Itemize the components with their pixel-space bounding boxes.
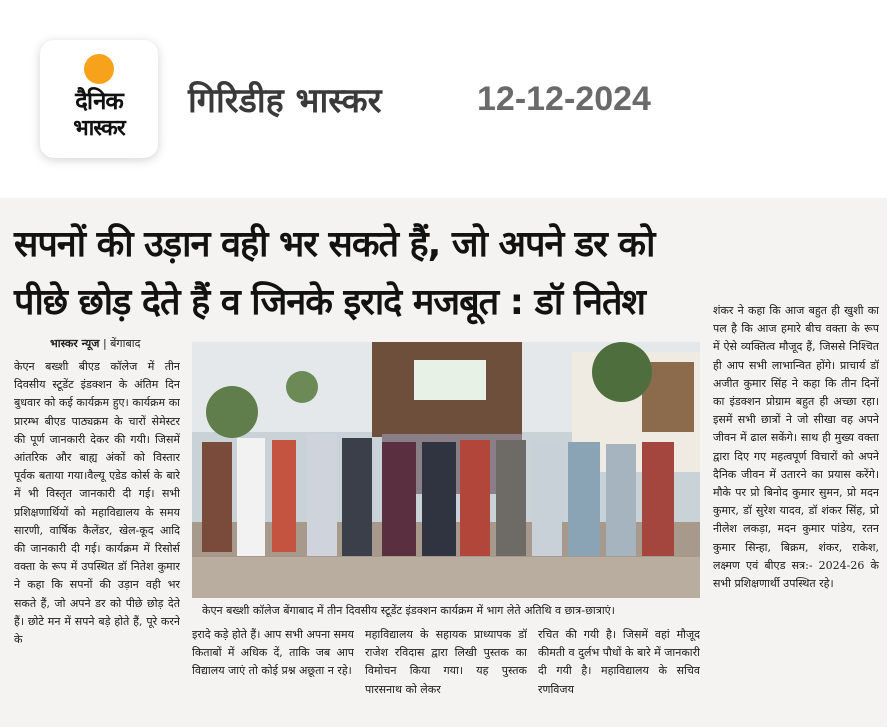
headline-line-1: सपनों की उड़ान वही भर सकते हैं, जो अपने डर को xyxy=(14,224,655,265)
byline-source: भास्कर न्यूज xyxy=(50,337,100,350)
page-header xyxy=(0,0,887,180)
edition-date: 12-12-2024 xyxy=(477,80,651,118)
newspaper-clipping xyxy=(0,198,887,727)
article-column-right: शंकर ने कहा कि आज बहुत ही खुशी का पल है कि आज हमारे बीच वक्ता के रूप में ऐसे व्यक्तित्व मौजूद हैं, जिससे निश्चित ही आप सभी लाभान्वित होंगे। प्राचार्य डॉ अजीत कुमार सिंह ने कहा कि तीन दिनों का इंडक्शन प्रोग्राम बहुत ही अच्छा रहा। इसमें सभी छात्रों ने जो सीखा वह अपने जीवन में ढाल सकेंगे। साथ ही मुख्य वक्ता द्वारा दिए गए महत्वपूर्ण विचारों को अपने दैनिक जीवन में उतारने का प्रयास करेंगे। मौके पर प्रो बिनोद कुमार सुमन, प्रो मदन कुमार, डॉ सुरेश यादव, डॉ शंकर सिंह, प्रो नीलेश लकड़ा, मदन कुमार पांडेय, रतन कुमार सिन्हा, बिक्रम, शंकर, राकेश, लक्ष्मण एवं बीएड सत्र:- 2024-26 के सभी प्रशिक्षणार्थी उपस्थित रहे। xyxy=(713,304,879,591)
byline xyxy=(50,336,140,351)
byline-place: | बेंगाबाद xyxy=(102,337,141,350)
group-photo xyxy=(192,342,700,598)
photo-caption: केएन बख्शी कॉलेज बेंगाबाद में तीन दिवसीय स्टूडेंट इंडक्शन कार्यक्रम में भाग लेते अतिथि व छात्र-छात्राएं। xyxy=(202,604,615,617)
article-column-3: महाविद्यालय के सहायक प्राध्यापक डॉ राजेश रविदास द्वारा लिखी पुस्तक का विमोचन किया गया। यह पुस्तक पारसनाथ को लेकर xyxy=(365,628,527,696)
article-column-2: इरादे कड़े होते हैं। आप सभी अपना समय किताबों में अधिक दें, ताकि जब आप विद्यालय जाएं तो कोई प्रश्न अछूता न रहे। xyxy=(192,628,354,678)
headline-line-2: पीछे छोड़ देते हैं व जिनके इरादे मजबूत : डॉ नितेश xyxy=(14,282,646,323)
article-column-1: केएन बख्शी बीएड कॉलेज में तीन दिवसीय स्टूडेंट इंडक्शन के अंतिम दिन बुधवार को कई कार्यक्रम हुए। कार्यक्रम का प्रारम्भ बीएड पाठ्यक्रम के चारों सेमेस्टर की पूर्ण जानकारी देकर की गयी। जिसमें आंतरिक और बाह्य अंकों को विस्तार पूर्वक बताया गया।वैल्यू एडेड कोर्स के बारे में भी विस्तृत जानकारी दी गई। सभी प्रशिक्षणार्थियों को महाविद्यालय के समय सारणी, वार्षिक कैलेंडर, खेल-कूद आदि की जानकारी दी गई। कार्यक्रम में रिसोर्स वक्ता के रूप में उपस्थित डॉ नितेश कुमार ने कहा कि सपनों की उड़ान वही भर सकते हैं, जो अपने डर को पीछे छोड़ देते हैं। छोटे मन में सपने बड़े होते हैं, पूरे करने के xyxy=(14,360,180,647)
logo-line-1: दैनिक xyxy=(75,87,123,115)
group-photo-image xyxy=(192,342,700,598)
logo-line-2: भास्कर xyxy=(73,116,125,141)
logo-sun-icon xyxy=(84,54,114,84)
edition-name: गिरिडीह भास्कर xyxy=(188,81,382,121)
dainik-bhaskar-logo[interactable] xyxy=(40,40,158,158)
article-column-4: रचित की गयी है। जिसमें वहां मौजूद कीमती व दुर्लभ पौधों के बारे में जानकारी दी गयी है। महाविद्यालय के सचिव रणविजय xyxy=(538,628,700,696)
